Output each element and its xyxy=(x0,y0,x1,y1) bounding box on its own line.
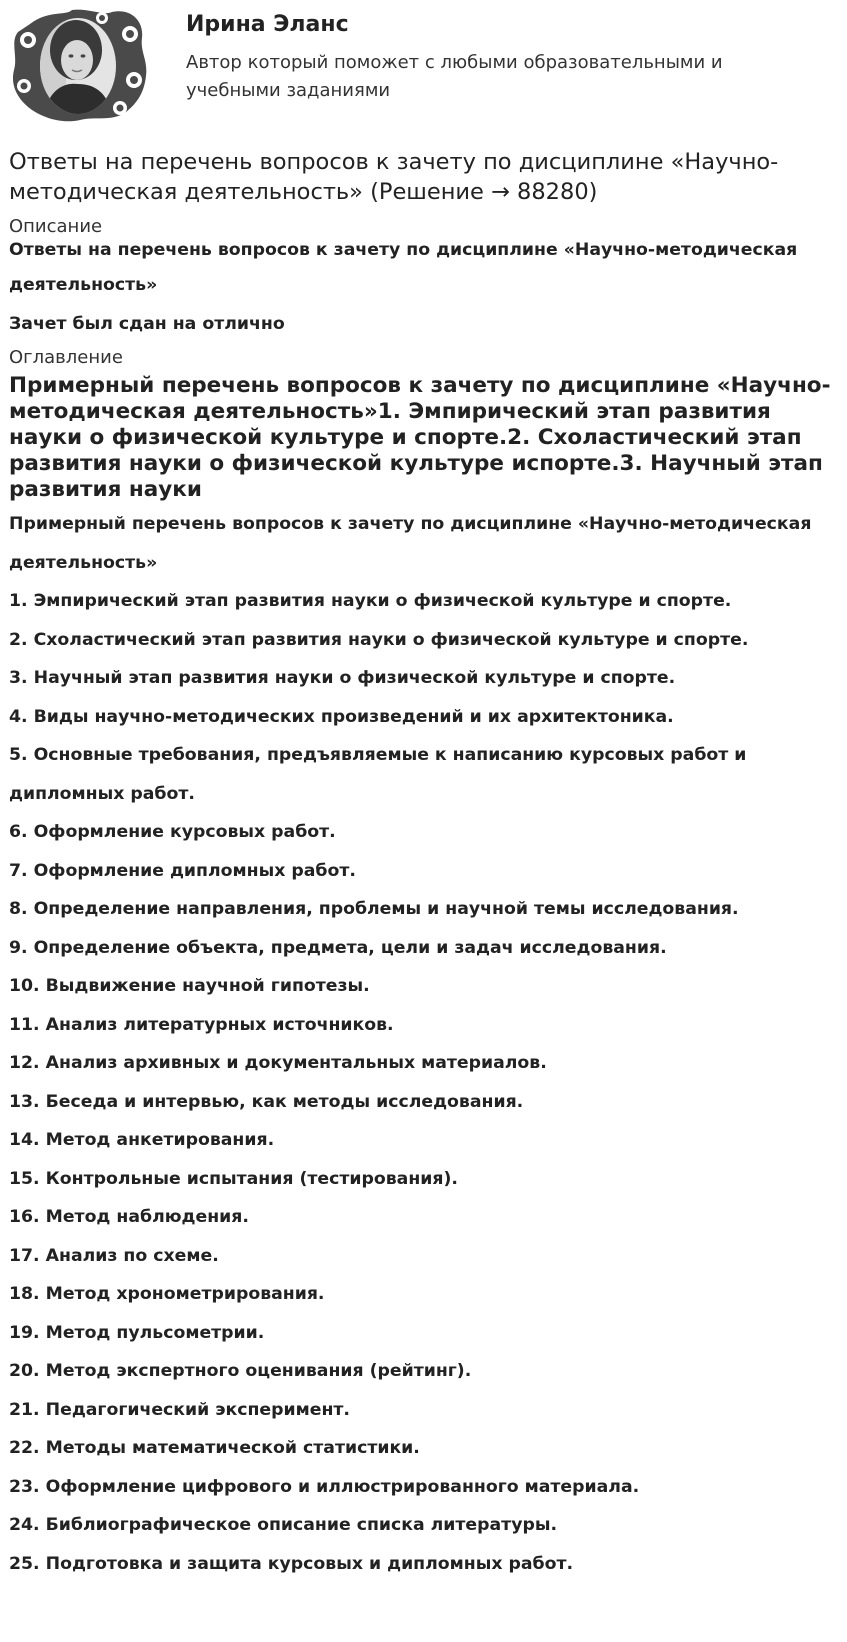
list-item: 19. Метод пульсометрии. xyxy=(9,1322,265,1343)
list-item: 18. Метод хронометрирования. xyxy=(9,1284,325,1304)
list-item: 11. Анализ литературных источников. xyxy=(9,1014,394,1035)
description-label: Описание xyxy=(9,216,103,237)
author-name[interactable]: Ирина Эланс xyxy=(186,12,349,37)
list-item: 7. Оформление дипломных работ. xyxy=(9,860,356,881)
author-avatar[interactable] xyxy=(8,6,151,124)
description-note: Зачет был сдан на отлично xyxy=(9,314,285,334)
list-item: 3. Научный этап развития науки о физической культуре и спорте. xyxy=(9,668,676,688)
list-item: 6. Оформление курсовых работ. xyxy=(9,822,336,842)
list-item: 10. Выдвижение научной гипотезы. xyxy=(9,976,370,996)
toc-heading: Примерный перечень вопросов к зачету по дисциплине «Научно-методическая деятельность»1. Эмпирический этап развития науки о физической культуре и спорте.2. Схоластический этап развития науки о физической культуре испорте.3. Научный этап развития науки xyxy=(9,373,831,502)
list-item: 12. Анализ архивных и документальных материалов. xyxy=(9,1053,547,1073)
list-item: 5. Основные требования, предъявляемые к написанию курсовых работ и дипломных работ. xyxy=(9,745,747,804)
list-item: 15. Контрольные испытания (тестирования). xyxy=(9,1168,458,1189)
list-item: 20. Метод экспертного оценивания (рейтинг). xyxy=(9,1361,472,1381)
toc-label: Оглавление xyxy=(9,347,123,368)
page-title: Ответы на перечень вопросов к зачету по дисциплине «Научно-методическая деятельность» (Решение → 88280) xyxy=(9,149,779,205)
list-item: 9. Определение объекта, предмета, цели и задач исследования. xyxy=(9,937,667,958)
list-item: 22. Методы математической статистики. xyxy=(9,1438,420,1458)
list-item: 8. Определение направления, проблемы и научной темы исследования. xyxy=(9,899,739,919)
toc-body xyxy=(9,505,839,1583)
main-content xyxy=(9,147,839,1583)
toc-intro: Примерный перечень вопросов к зачету по дисциплине «Научно-методическая деятельность» xyxy=(9,514,812,573)
list-item: 14. Метод анкетирования. xyxy=(9,1130,275,1150)
list-item: 2. Схоластический этап развития науки о физической культуре и спорте. xyxy=(9,629,749,650)
list-item: 25. Подготовка и защита курсовых и дипломных работ. xyxy=(9,1553,574,1574)
list-item: 16. Метод наблюдения. xyxy=(9,1207,249,1227)
author-description: Автор который поможет с любыми образовательными и учебными заданиями xyxy=(186,52,723,101)
author-card xyxy=(0,0,847,126)
list-item: 24. Библиографическое описание списка литературы. xyxy=(9,1515,558,1535)
list-item: 17. Анализ по схеме. xyxy=(9,1245,219,1266)
list-item: 13. Беседа и интервью, как методы исследования. xyxy=(9,1091,524,1112)
list-item: 4. Виды научно-методических произведений и их архитектоника. xyxy=(9,706,674,727)
list-item: 1. Эмпирический этап развития науки о физической культуре и спорте. xyxy=(9,591,732,611)
list-item: 23. Оформление цифрового и иллюстрированного материала. xyxy=(9,1476,640,1497)
description-paragraph: Ответы на перечень вопросов к зачету по дисциплине «Научно-методическая деятельность» xyxy=(9,240,798,295)
list-item: 21. Педагогический эксперимент. xyxy=(9,1399,350,1420)
